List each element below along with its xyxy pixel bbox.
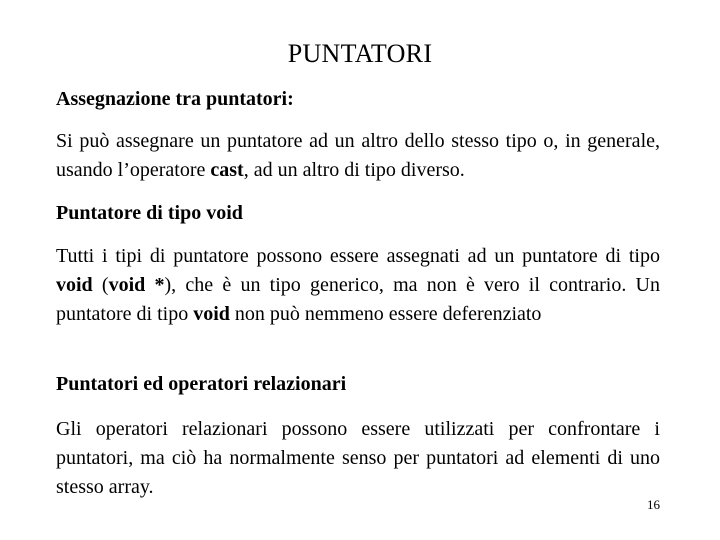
keyword-void: void bbox=[193, 303, 230, 325]
paragraph-text: Tutti i tipi di puntatore possono essere assegnati ad un puntatore di tipo bbox=[56, 245, 660, 267]
paragraph-text: , ad un altro di tipo diverso. bbox=[243, 159, 465, 181]
paragraph-assegnazione bbox=[56, 127, 660, 185]
keyword-cast: cast bbox=[210, 159, 244, 181]
section-heading-void: Puntatore di tipo void bbox=[56, 202, 243, 224]
page-number: 16 bbox=[647, 497, 660, 512]
paragraph-relazionari: Gli operatori relazionari possono essere utilizzati per confrontare i puntatori, ma ciò ha normalmente senso per puntatori ad elementi di uno stesso array. bbox=[56, 418, 660, 498]
slide-title: PUNTATORI bbox=[287, 39, 433, 68]
paragraph-text: ( bbox=[92, 274, 109, 296]
paragraph-text: Si può assegnare un puntatore ad un altro dello stesso tipo o, in generale, usando l’operatore bbox=[56, 130, 660, 181]
keyword-void-pointer: void * bbox=[108, 274, 165, 296]
paragraph-text: non può nemmeno essere deferenziato bbox=[229, 303, 542, 325]
paragraph-void bbox=[56, 242, 660, 329]
section-heading-assegnazione: Assegnazione tra puntatori: bbox=[56, 88, 294, 110]
keyword-void: void bbox=[56, 274, 93, 296]
paragraph-text: ), che è un tipo generico, ma non è vero il contrario. Un puntatore di tipo bbox=[56, 274, 660, 325]
section-heading-relazionari: Puntatori ed operatori relazionari bbox=[56, 373, 347, 395]
